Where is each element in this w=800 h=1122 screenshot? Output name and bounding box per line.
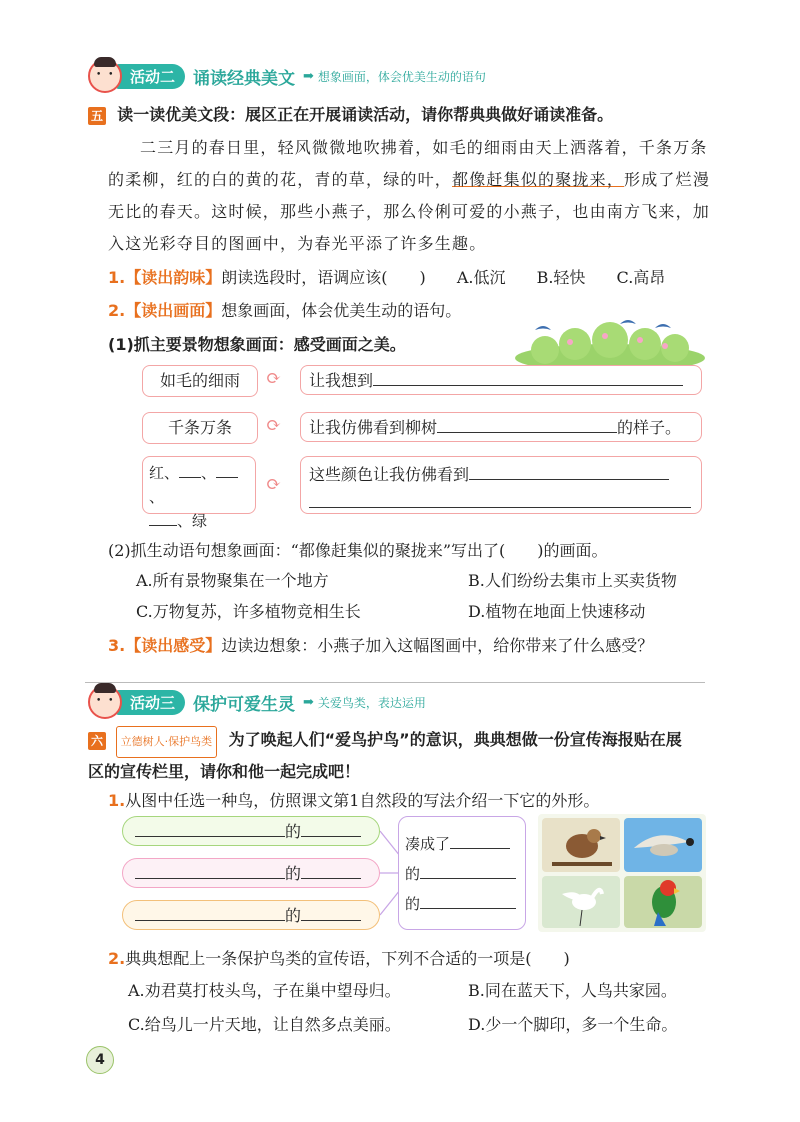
connector-lines (380, 816, 400, 930)
option[interactable]: B.轻快 (536, 268, 586, 287)
answer-line[interactable] (301, 860, 361, 879)
answer-box (300, 412, 702, 442)
passage-text: 的柔柳，红的白的黄的花，青的草，绿的叶， (108, 170, 453, 189)
activity-two-header (88, 62, 486, 90)
question-text: 想象画面，体会优美生动的语句。 (221, 301, 462, 320)
color-text: 、 (149, 488, 165, 506)
option[interactable]: A.所有景物聚集在一个地方 (136, 571, 329, 590)
arrow-icon: ➡ (303, 694, 314, 710)
activity-title: 诵读经典美文 (193, 68, 296, 89)
question-number: 2. (108, 301, 126, 320)
arrow-icon: ⟳ (266, 415, 282, 436)
sub-question-one: (1)抓主要景物想象画面：感受画面之美。 (108, 335, 406, 354)
arrow-icon: ➡ (303, 68, 314, 84)
answer-line[interactable] (309, 487, 691, 508)
question-six-one (108, 788, 599, 811)
answer-line[interactable] (469, 461, 669, 480)
section-five-instruction (88, 102, 613, 125)
answer-line[interactable] (149, 525, 177, 526)
describe-box (122, 900, 380, 930)
question-text: 朗读选段时，语调应该( ) (221, 268, 426, 287)
option[interactable]: C.给鸟儿一片天地，让自然多点美丽。 (128, 1015, 401, 1034)
activity-title: 保护可爱生灵 (193, 694, 296, 715)
answer-line[interactable] (301, 818, 361, 837)
color-text: 、 (201, 464, 217, 482)
answer-line[interactable] (135, 860, 285, 879)
answer-line[interactable] (420, 878, 516, 879)
color-box (142, 456, 256, 530)
sub-question-two: (2)抓生动语句想象画面：“都像赶集似的聚拢来”写出了( )的画面。 (108, 541, 608, 560)
scene-box: 如毛的细雨 (142, 365, 258, 397)
answer-line[interactable] (450, 848, 510, 849)
passage-line (108, 164, 718, 196)
question-text: 边读边想象：小燕子加入这幅图画中，给你带来了什么感受？ (221, 636, 654, 655)
scene-box: 千条万条 (142, 412, 258, 444)
arrow-icon: ⟳ (266, 368, 282, 389)
activity-label: 活动三 (116, 690, 185, 715)
answer-line[interactable] (216, 477, 238, 478)
question-text: 典典想配上一条保护鸟类的宣传语，下列不合适的一项是( ) (125, 949, 570, 968)
option[interactable]: A.劝君莫打枝头鸟，子在巢中望母归。 (128, 981, 401, 1000)
activity-subtitle: 关爱鸟类，表达运用 (317, 695, 426, 710)
question-three (108, 633, 653, 656)
passage-line: 入这光彩夺目的图画中，为春光平添了许多生趣。 (108, 234, 487, 253)
option[interactable]: D.少一个脚印，多一个生命。 (468, 1015, 678, 1034)
question-number: 1. (108, 791, 126, 810)
passage-line: 无比的春天。这时候，那些小燕子，那么伶俐可爱的小燕子，也由南方飞来，加 (108, 202, 711, 221)
prompt-text: 让我想到 (309, 371, 374, 390)
birds-bush-illustration (515, 318, 705, 366)
color-text: 红、 (149, 464, 180, 482)
passage-line: 二三月的春日里，轻风微微地吹拂着，如毛的细雨由天上洒落着，千条万条 (140, 138, 708, 157)
question-two (108, 298, 461, 321)
prompt-text: 让我仿佛看到柳树 (309, 418, 438, 437)
hawk-photo[interactable] (542, 818, 620, 872)
underlined-phrase: 都像赶集似的聚拢来， (452, 170, 625, 189)
answer-line[interactable] (301, 902, 361, 921)
answer-line[interactable] (373, 367, 683, 386)
divider (85, 682, 705, 683)
page-number: 4 (86, 1046, 114, 1074)
answer-box (300, 456, 702, 514)
question-number: 1. (108, 268, 126, 287)
instruction-text: 读一读优美文段：展区正在开展诵读活动，请你帮典典做好诵读准备。 (117, 105, 614, 124)
section-number: 六 (88, 732, 106, 750)
question-text: 从图中任选一种鸟，仿照课文第1自然段的写法介绍一下它的外形。 (125, 791, 600, 810)
goose-photo[interactable] (624, 818, 702, 872)
answer-line[interactable] (437, 414, 617, 433)
summary-box (398, 816, 526, 930)
prompt-text: 这些颜色让我仿佛看到 (309, 465, 470, 484)
describe-box (122, 858, 380, 888)
egret-photo[interactable] (542, 876, 620, 928)
answer-line[interactable] (420, 908, 516, 909)
activity-label: 活动二 (116, 64, 185, 89)
question-one (108, 265, 728, 288)
color-text: 、绿 (177, 512, 208, 530)
de-text: 的 (405, 865, 421, 883)
question-number: 2. (108, 949, 126, 968)
prompt-tail: 的样子。 (617, 418, 682, 437)
instruction-text: 区的宣传栏里，请你和他一起完成吧！ (88, 762, 361, 781)
option[interactable]: B.同在蓝天下，人鸟共家园。 (468, 981, 677, 1000)
question-six-two (108, 946, 570, 969)
option[interactable]: D.植物在地面上快速移动 (468, 602, 646, 621)
option[interactable]: B.人们纷纷去集市上买卖货物 (468, 571, 677, 590)
de-text: 的 (285, 822, 302, 841)
question-tag: 【读出韵味】 (125, 268, 222, 287)
passage (108, 132, 718, 260)
summary-text: 凑成了 (405, 835, 451, 853)
de-text: 的 (285, 864, 302, 883)
question-tag: 【读出感受】 (125, 636, 222, 655)
answer-line[interactable] (179, 477, 201, 478)
moral-tag: 立德树人·保护鸟类 (116, 726, 218, 758)
section-six-instruction (88, 726, 718, 786)
activity-subtitle: 想象画面，体会优美生动的语句 (317, 69, 486, 84)
answer-line[interactable] (135, 902, 285, 921)
bird-photos (538, 814, 706, 932)
mascot-icon (88, 685, 122, 719)
describe-box (122, 816, 380, 846)
option[interactable]: C.高昂 (616, 268, 666, 287)
passage-text: 形成了烂漫 (624, 170, 711, 189)
option[interactable]: C.万物复苏，许多植物竞相生长 (136, 602, 361, 621)
de-text: 的 (285, 906, 302, 925)
activity-three-header (88, 688, 426, 716)
option[interactable]: A.低沉 (456, 268, 506, 287)
instruction-text: 为了唤起人们“爱鸟护鸟”的意识，典典想做一份宣传海报贴在展 (228, 730, 682, 749)
de-text: 的 (405, 895, 421, 913)
arrow-icon: ⟳ (266, 474, 282, 495)
mascot-icon (88, 59, 122, 93)
answer-box (300, 365, 702, 395)
section-number: 五 (88, 107, 106, 125)
question-number: 3. (108, 636, 126, 655)
parrot-photo[interactable] (624, 876, 702, 928)
question-tag: 【读出画面】 (125, 301, 222, 320)
answer-line[interactable] (135, 818, 285, 837)
